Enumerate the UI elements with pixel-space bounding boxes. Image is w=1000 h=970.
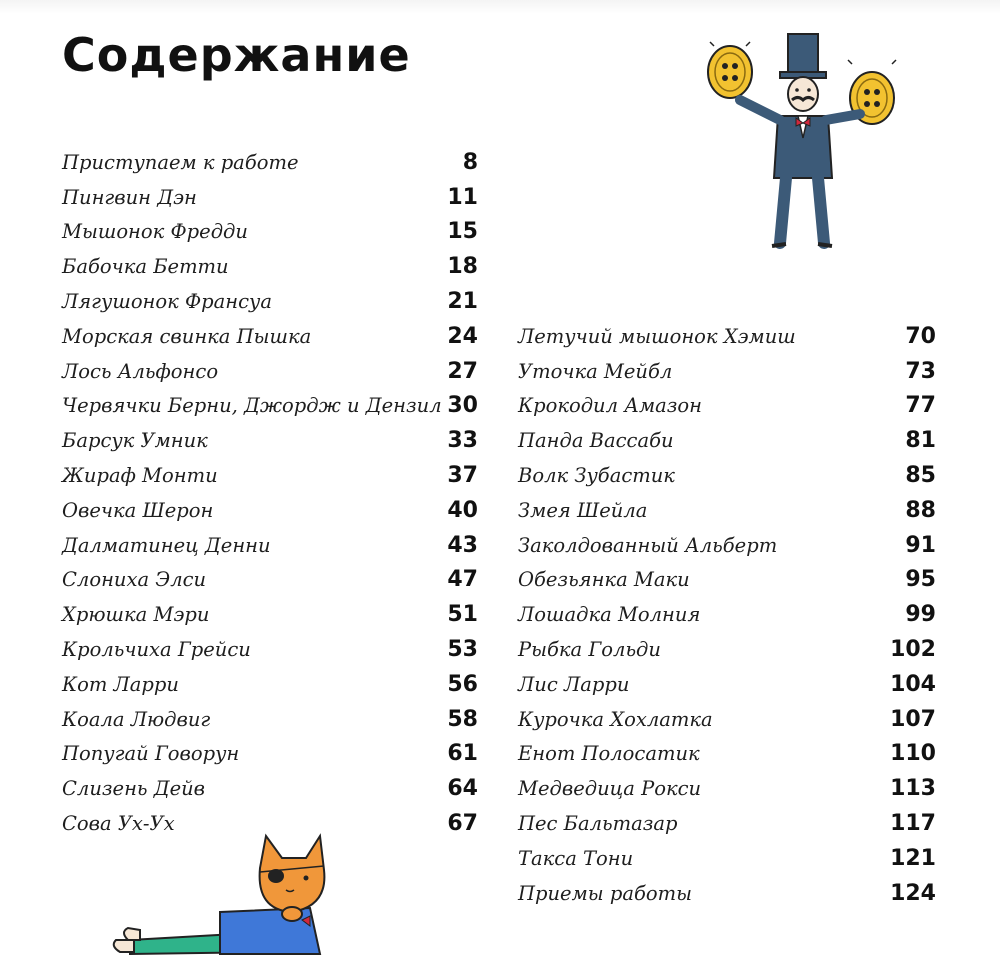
toc-entry-title: Сова Ух-Ух bbox=[62, 812, 175, 836]
toc-entry bbox=[62, 771, 478, 806]
toc-entry-page: 113 bbox=[890, 776, 936, 802]
toc-entry-title: Лошадка Молния bbox=[518, 603, 701, 627]
toc-entry-page: 37 bbox=[447, 463, 478, 489]
toc-entry bbox=[518, 458, 936, 493]
toc-entry-title: Барсук Умник bbox=[62, 429, 208, 453]
toc-entry bbox=[62, 389, 478, 424]
toc-entry-page: 117 bbox=[890, 811, 936, 837]
toc-entry bbox=[62, 284, 478, 319]
cat-head bbox=[260, 836, 325, 912]
toc-entry-title: Жираф Монти bbox=[62, 464, 218, 488]
toc-entry-title: Рыбка Гольди bbox=[518, 638, 661, 662]
toc-column-left bbox=[62, 145, 478, 841]
toc-entry-page: 8 bbox=[462, 149, 478, 175]
toc-entry-title: Хрюшка Мэри bbox=[62, 603, 210, 627]
toc-entry-page: 61 bbox=[447, 741, 478, 767]
toc-entry-page: 70 bbox=[905, 323, 936, 349]
toc-entry bbox=[518, 493, 936, 528]
toc-entry-page: 51 bbox=[447, 602, 478, 628]
toc-entry-title: Крольчиха Грейси bbox=[62, 638, 251, 662]
toc-entry-title: Волк Зубастик bbox=[518, 464, 675, 488]
toc-entry-title: Панда Вассаби bbox=[518, 429, 674, 453]
toc-entry bbox=[62, 354, 478, 389]
toc-entry-title: Такса Тони bbox=[518, 846, 634, 870]
scan-edge bbox=[0, 0, 1000, 14]
toc-entry-page: 67 bbox=[447, 811, 478, 837]
toc-entry bbox=[518, 667, 936, 702]
toc-entry-page: 33 bbox=[447, 428, 478, 454]
toc-entry-page: 95 bbox=[905, 567, 936, 593]
toc-entry-title: Уточка Мейбл bbox=[518, 359, 673, 383]
toc-entry-page: 30 bbox=[447, 393, 478, 419]
toc-entry-page: 47 bbox=[447, 567, 478, 593]
toc-entry bbox=[62, 423, 478, 458]
toc-entry bbox=[518, 597, 936, 632]
page-title: Содержание bbox=[62, 28, 411, 82]
cat-illustration bbox=[110, 828, 360, 958]
toc-entry-page: 121 bbox=[890, 845, 936, 871]
toc-entry bbox=[518, 563, 936, 598]
toc-entry-page: 110 bbox=[890, 741, 936, 767]
toc-entry bbox=[62, 215, 478, 250]
toc-entry-page: 104 bbox=[890, 671, 936, 697]
toc-entry-page: 15 bbox=[447, 219, 478, 245]
top-hat-icon bbox=[780, 34, 826, 78]
toc-entry-title: Кот Ларри bbox=[62, 672, 179, 696]
toc-entry bbox=[62, 632, 478, 667]
toc-entry-title: Приступаем к работе bbox=[62, 150, 299, 174]
toc-entry-page: 77 bbox=[905, 393, 936, 419]
toc-entry-title: Червячки Берни, Джордж и Дензил bbox=[62, 394, 442, 418]
toc-entry-title: Бабочка Бетти bbox=[62, 255, 229, 279]
toc-entry bbox=[518, 423, 936, 458]
toc-entry-page: 24 bbox=[447, 323, 478, 349]
toc-entry-title: Обезьянка Маки bbox=[518, 568, 690, 592]
toc-entry-page: 99 bbox=[905, 602, 936, 628]
toc-entry-title: Курочка Хохлатка bbox=[518, 707, 713, 731]
toc-entry-title: Летучий мышонок Хэмиш bbox=[518, 324, 796, 348]
toc-entry bbox=[518, 528, 936, 563]
toc-entry bbox=[62, 702, 478, 737]
toc-entry bbox=[62, 528, 478, 563]
toc-entry-title: Пингвин Дэн bbox=[62, 185, 197, 209]
toc-entry-page: 11 bbox=[447, 184, 478, 210]
toc-entry-title: Крокодил Амазон bbox=[518, 394, 703, 418]
toc-entry-title: Слониха Элси bbox=[62, 568, 207, 592]
toc-entry bbox=[518, 841, 936, 876]
toc-entry-title: Слизень Дейв bbox=[62, 777, 206, 801]
toc-entry-title: Лягушонок Франсуа bbox=[62, 290, 272, 314]
toc-entry-title: Овечка Шерон bbox=[62, 498, 214, 522]
toc-entry bbox=[62, 319, 478, 354]
toc-entry-page: 107 bbox=[890, 706, 936, 732]
toc-entry-page: 18 bbox=[447, 254, 478, 280]
toc-entry-page: 58 bbox=[447, 706, 478, 732]
toc-column-right bbox=[518, 319, 936, 911]
toc-entry-page: 56 bbox=[447, 671, 478, 697]
toc-entry bbox=[62, 458, 478, 493]
toc-entry bbox=[518, 389, 936, 424]
toc-entry-page: 85 bbox=[905, 463, 936, 489]
toc-entry-title: Пес Бальтазар bbox=[518, 812, 678, 836]
toc-entry-title: Морская свинка Пышка bbox=[62, 324, 312, 348]
toc-entry-page: 91 bbox=[905, 532, 936, 558]
toc-entry bbox=[62, 249, 478, 284]
toc-entry-title: Енот Полосатик bbox=[518, 742, 700, 766]
toc-entry bbox=[62, 667, 478, 702]
toc-entry bbox=[62, 597, 478, 632]
toc-entry bbox=[62, 180, 478, 215]
toc-entry-page: 27 bbox=[447, 358, 478, 384]
toc-entry-title: Лис Ларри bbox=[518, 672, 630, 696]
toc-entry-title: Лось Альфонсо bbox=[62, 359, 219, 383]
toc-entry-page: 40 bbox=[447, 497, 478, 523]
toc-entry bbox=[518, 702, 936, 737]
toc-entry-title: Мышонок Фредди bbox=[62, 220, 248, 244]
toc-entry-title: Медведица Рокси bbox=[518, 777, 702, 801]
toc-entry bbox=[518, 771, 936, 806]
toc-entry bbox=[518, 737, 936, 772]
toc-entry-page: 53 bbox=[447, 637, 478, 663]
toc-entry-page: 43 bbox=[447, 532, 478, 558]
toc-entry-page: 124 bbox=[890, 880, 936, 906]
toc-entry-page: 73 bbox=[905, 358, 936, 384]
toc-entry bbox=[62, 563, 478, 598]
toc-entry-title: Заколдованный Альберт bbox=[518, 533, 778, 557]
toc-entry-title: Коала Людвиг bbox=[62, 707, 211, 731]
toc-entry-page: 21 bbox=[447, 289, 478, 315]
toc-entry-title: Попугай Говорун bbox=[62, 742, 240, 766]
toc-entry bbox=[518, 806, 936, 841]
toc-entry bbox=[518, 319, 936, 354]
toc-entry-title: Далматинец Денни bbox=[62, 533, 271, 557]
toc-entry bbox=[62, 737, 478, 772]
toc-entry-page: 81 bbox=[905, 428, 936, 454]
toc-entry bbox=[518, 632, 936, 667]
left-button-icon bbox=[708, 46, 752, 98]
toc-entry-page: 64 bbox=[447, 776, 478, 802]
toc-entry-page: 88 bbox=[905, 497, 936, 523]
toc-entry bbox=[62, 145, 478, 180]
magician-illustration bbox=[700, 28, 910, 253]
toc-entry bbox=[518, 354, 936, 389]
toc-entry-page: 102 bbox=[890, 637, 936, 663]
toc-entry bbox=[62, 493, 478, 528]
toc-entry bbox=[518, 876, 936, 911]
toc-entry-title: Змея Шейла bbox=[518, 498, 648, 522]
toc-entry-title: Приемы работы bbox=[518, 881, 692, 905]
